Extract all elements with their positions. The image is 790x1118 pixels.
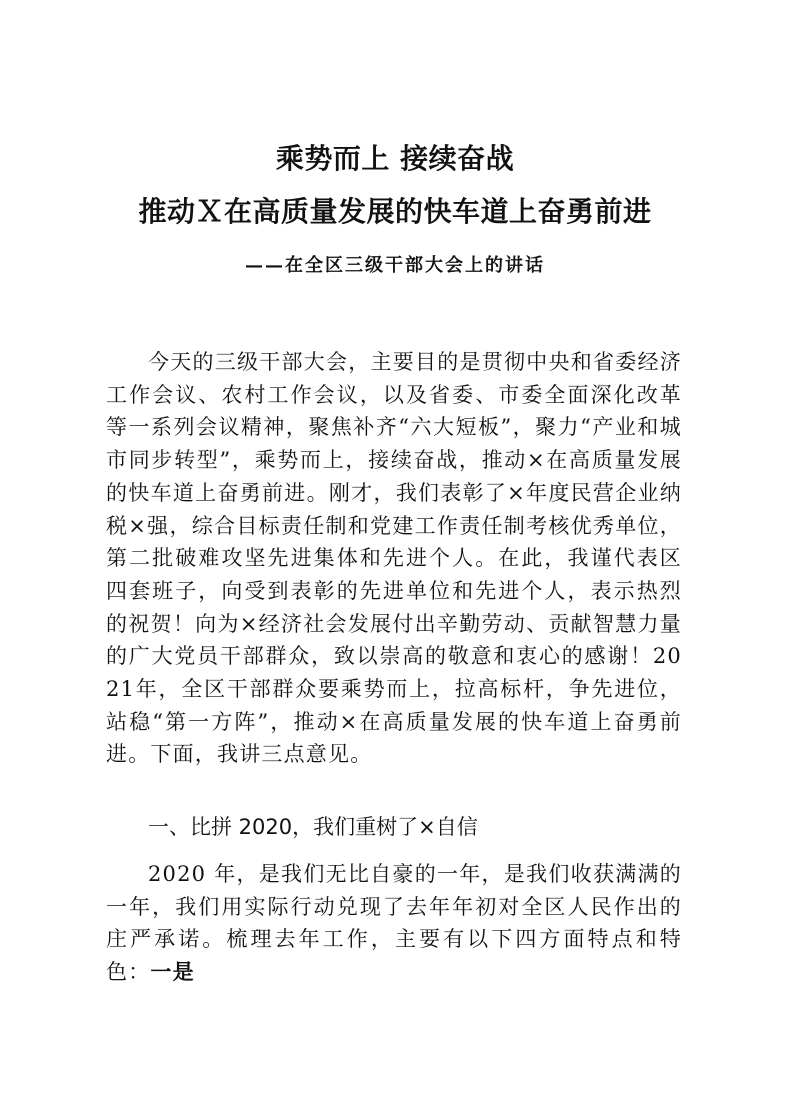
section-heading-1: 一、比拼 2020，我们重树了×自信 xyxy=(148,815,478,839)
paragraph-intro: 今天的三级干部大会，主要目的是贯彻中央和省委经济工作会议、农村工作会议，以及省委、市委全面深化改革等一系列会议精神，聚焦补齐“六大短板”，聚力“产业和城市同步转型”，乘势而上，接续奋战，推动×在高质量发展的快车道上奋勇前进。刚才，我们表彰了×年度民营企业纳税×强，综合目标责任制和党建工作责任制考核优秀单位，第二批破难攻坚先进集体和先进个人。在此，我谨代表区四套班子，向受到表彰的先进单位和先进个人，表示热烈的祝贺！向为×经济社会发展付出辛勤劳动、贡献智慧力量的广大党员干部群众，致以崇高的敬意和衷心的感谢！2021年，全区干部群众要乘势而上，拉高标杆，争先进位，站稳“第一方阵”，推动×在高质量发展的快车道上奋勇前进。下面，我讲三点意见。 xyxy=(106,350,682,767)
paragraph-section-1-bold-tail: 一是 xyxy=(150,960,195,985)
paragraph-section-1-text: 2020 年，是我们无比自豪的一年，是我们收获满满的一年，我们用实际行动兑现了去年年初对全区人民作出的庄严承诺。梳理去年工作，主要有以下四方面特点和特色： xyxy=(106,862,682,985)
document-title-line-2: 推动Ｘ在高质量发展的快车道上奋勇前进 xyxy=(138,195,652,228)
document-subtitle: ——在全区三级干部大会上的讲话 xyxy=(245,255,545,276)
document-title-line-1: 乘势而上 接续奋战 xyxy=(275,142,515,175)
paragraph-section-1 xyxy=(106,858,682,989)
